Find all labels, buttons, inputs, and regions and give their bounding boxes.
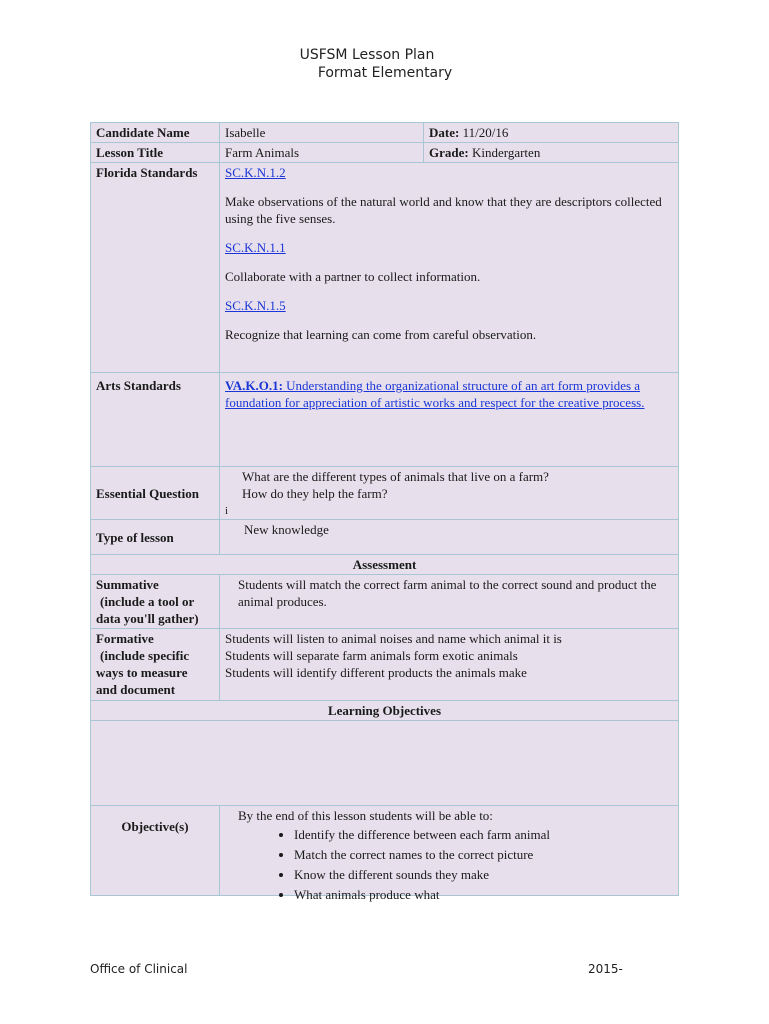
formative-item: Students will separate farm animals form exotic animals — [225, 648, 518, 663]
formative-item: Students will identify different products the animals make — [225, 665, 527, 680]
lesson-type-label: Type of lesson — [91, 520, 220, 555]
essential-question-marker: i — [225, 505, 229, 517]
summative-content: Students will match the correct farm animal to the correct sound and product the animal produces. — [220, 575, 679, 629]
objectives-label: Objective(s) — [91, 806, 220, 896]
arts-standards-label: Arts Standards — [91, 373, 220, 467]
lesson-plan-table — [90, 122, 679, 902]
arts-standard-link[interactable] — [225, 378, 644, 410]
arts-standard-text: Understanding the organizational structure of an art form provides a foundation for appreciation of artistic works and respect for the creative process. — [225, 378, 645, 410]
arts-standards-row — [91, 373, 679, 467]
learning-objectives-header: Learning Objectives — [91, 701, 679, 721]
candidate-name-label: Candidate Name — [91, 123, 220, 143]
standard-text-3: Recognize that learning can come from careful observation. — [225, 327, 537, 342]
learning-objectives-header-row — [91, 701, 679, 721]
lesson-type-value: New knowledge — [220, 520, 679, 555]
standard-text-2: Collaborate with a partner to collect information. — [225, 269, 481, 284]
formative-content — [220, 629, 679, 701]
objectives-intro: By the end of this lesson students will be able to: — [238, 808, 493, 823]
essential-question-row — [91, 467, 679, 520]
standard-link-sc-k-n-1-5[interactable]: SC.K.N.1.5 — [225, 298, 286, 313]
assessment-header: Assessment — [91, 555, 679, 575]
list-item: • Match the correct names to the correct picture — [294, 846, 673, 863]
list-item: • Know the different sounds they make — [294, 866, 673, 883]
standard-link-sc-k-n-1-2[interactable]: SC.K.N.1.2 — [225, 165, 286, 180]
essential-question-line2: How do they help the farm? — [242, 486, 388, 501]
objectives-content — [220, 806, 679, 902]
arts-standards-content — [220, 373, 679, 467]
standard-text-1: Make observations of the natural world and know that they are descriptors collected using the five senses. — [225, 194, 662, 226]
formative-row — [91, 629, 679, 701]
grade-cell — [424, 143, 679, 163]
document-title-line2: Format Elementary — [317, 65, 453, 81]
learning-objectives-blank — [91, 721, 679, 806]
florida-standards-row — [91, 163, 679, 373]
formative-label: Formative (include specific ways to measure and document — [91, 629, 220, 701]
essential-question-line1: What are the different types of animals that live on a farm? — [242, 469, 549, 484]
grade-label: Grade: — [429, 145, 469, 160]
footer-right: 2015- — [588, 962, 623, 976]
lesson-type-row — [91, 520, 679, 555]
footer-left: Office of Clinical — [90, 962, 188, 976]
learning-objectives-blank-row — [91, 721, 679, 806]
list-item: • Identify the difference between each farm animal — [294, 826, 673, 843]
assessment-header-row — [91, 555, 679, 575]
florida-standards-label: Florida Standards — [91, 163, 220, 373]
date-label: Date: — [429, 125, 460, 140]
arts-standard-code: VA.K.O.1: — [225, 378, 283, 393]
date-cell — [424, 123, 679, 143]
objectives-list — [238, 826, 673, 903]
lesson-title-row — [91, 143, 679, 163]
summative-label: Summative (include a tool or data you'll gather) — [91, 575, 220, 629]
lesson-title-label: Lesson Title — [91, 143, 220, 163]
summative-row — [91, 575, 679, 629]
candidate-name-value: Isabelle — [220, 123, 424, 143]
list-item: • What animals produce what — [294, 886, 673, 903]
grade-value: Kindergarten — [471, 145, 541, 160]
standard-link-sc-k-n-1-1[interactable]: SC.K.N.1.1 — [225, 240, 286, 255]
date-value: 11/20/16 — [462, 125, 509, 140]
lesson-title-value: Farm Animals — [220, 143, 424, 163]
document-title-line1: USFSM Lesson Plan — [299, 47, 435, 63]
objectives-row — [91, 806, 679, 896]
essential-question-content — [220, 467, 679, 520]
formative-item: Students will listen to animal noises and name which animal it is — [225, 631, 562, 646]
essential-question-label: Essential Question — [91, 467, 220, 520]
florida-standards-content — [220, 163, 679, 373]
candidate-row — [91, 123, 679, 143]
